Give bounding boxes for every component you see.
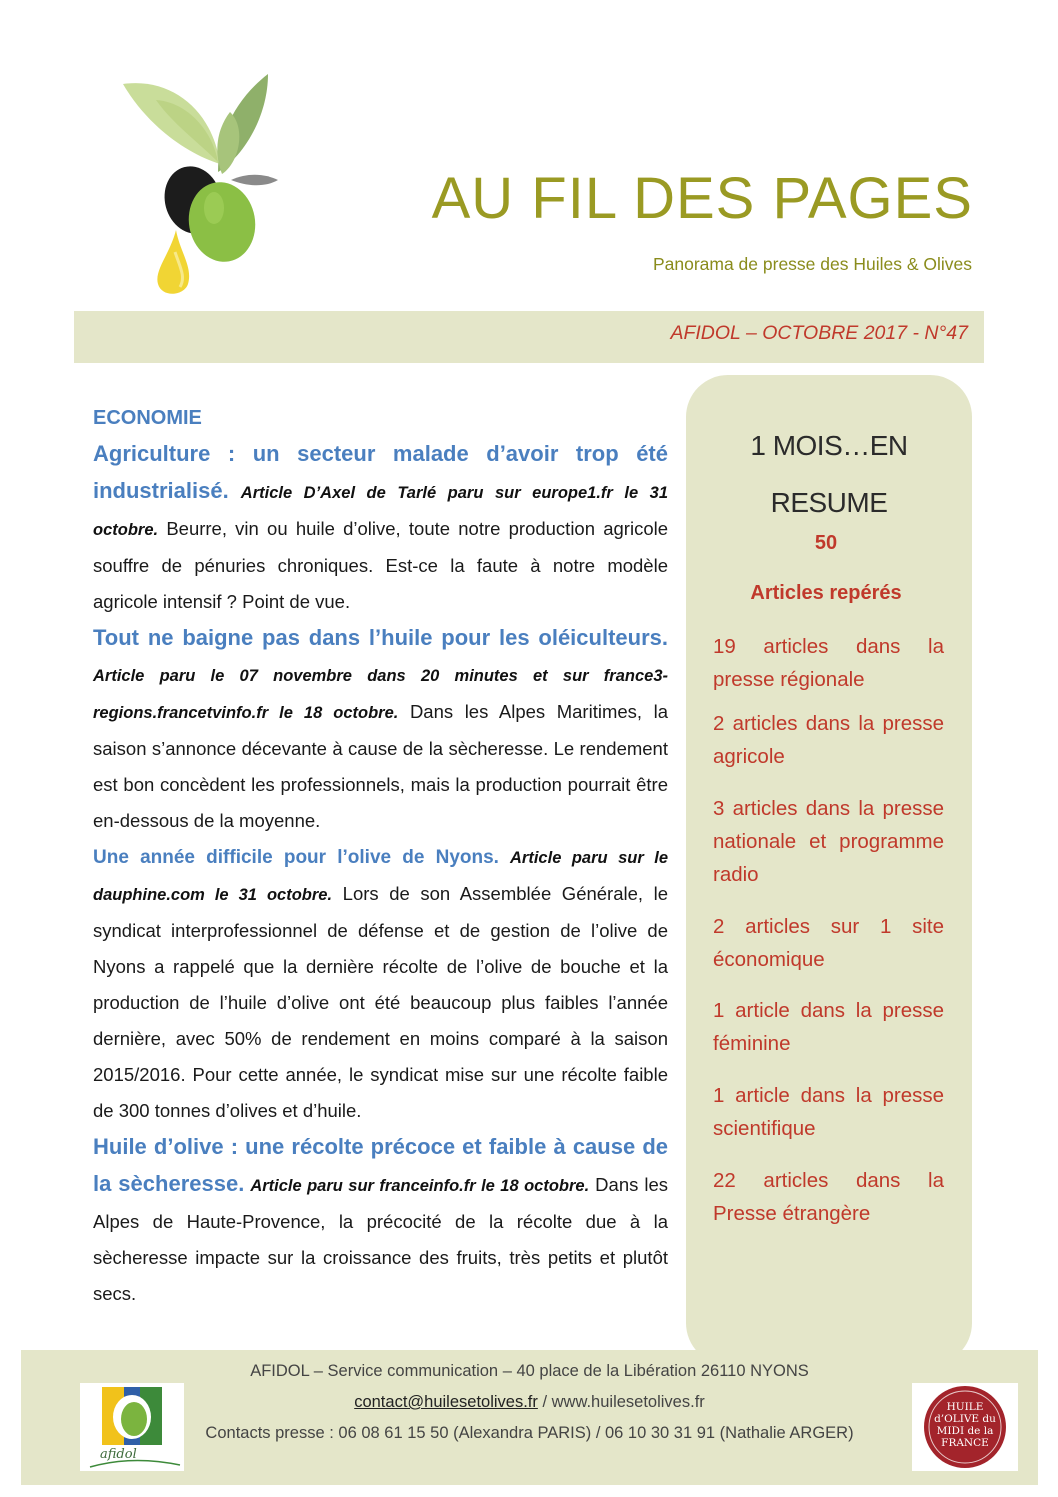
midi-france-logo	[912, 1383, 1018, 1471]
article-source: Article D’Axel de Tarlé paru sur europe1.fr le 31 octobre.	[93, 484, 668, 539]
summary-title	[686, 417, 972, 531]
section-heading: ECONOMIE	[93, 407, 202, 429]
articles-count-label: Articles repérés	[750, 582, 902, 604]
summary-title-line: RESUME	[770, 487, 888, 518]
stat-item: 19 articles dans la presse régionale	[713, 635, 944, 691]
issue-band	[74, 311, 984, 363]
footer-press-contacts: Contacts presse : 06 08 61 15 50 (Alexandra PARIS) / 06 10 30 31 91 (Nathalie ARGER)	[205, 1424, 854, 1442]
newsletter-subtitle: Panorama de presse des Huiles & Olives	[652, 254, 972, 274]
article-source: Article paru sur franceinfo.fr le 18 octobre.	[250, 1177, 590, 1195]
article-item	[93, 436, 668, 620]
article-headline: Tout ne baigne pas dans l’huile pour les oléiculteurs.	[93, 625, 668, 650]
article-body: Dans les Alpes de Haute-Provence, la précocité de la récolte due à la sècheresse impacte sur la croissance des fruits, très petits et plutôt secs.	[93, 1174, 668, 1304]
articles-count: 50	[814, 532, 838, 554]
afidol-logo-text: afidol	[100, 1447, 137, 1462]
summary-title-line: 1 MOIS…EN	[750, 430, 908, 461]
article-headline: Agriculture : un secteur malade d’avoir trop été industrialisé.	[93, 441, 668, 503]
article-body: Dans les Alpes Maritimes, la saison s’annonce décevante à cause de la sècheresse. Le rendement est bon concèdent les professionnels, mais la production pourrait être en-dessous de la moyenne.	[93, 701, 669, 831]
article-item	[93, 620, 668, 839]
stat-item: 22 articles dans la Presse étrangère	[713, 1169, 944, 1225]
article-item	[93, 839, 668, 1129]
stat-item: 2 articles dans la presse agricole	[713, 712, 944, 768]
article-body: Beurre, vin ou huile d’olive, toute notre production agricole souffre de pénuries chroniques. Est-ce la faute à notre modèle agricole intensif ? Point de vue.	[93, 518, 669, 612]
newsletter-title: AU FIL DES PAGES	[431, 166, 973, 231]
olive-logo-icon	[118, 72, 288, 302]
footer-address: AFIDOL – Service communication – 40 place de la Libération 26110 NYONS	[250, 1362, 809, 1380]
article-source: Article paru le 07 novembre dans 20 minutes et sur france3-regions.francetvinfo.fr le 18 octobre.	[93, 667, 668, 722]
article-headline: Huile d’olive : une récolte précoce et faible à cause de la sècheresse.	[93, 1134, 668, 1196]
email-link[interactable]: contact@huilesetolives.fr	[354, 1393, 538, 1411]
website-text: / www.huilesetolives.fr	[537, 1393, 705, 1411]
summary-panel	[686, 375, 972, 1365]
article-source: Article paru sur le dauphine.com le 31 octobre.	[93, 849, 669, 904]
stat-item: 3 articles dans la presse nationale et programme radio	[713, 797, 944, 886]
midi-logo-text: HUILE d’OLIVE du MIDI de la FRANCE	[934, 1401, 996, 1449]
article-body: Lors de son Assemblée Générale, le syndicat interprofessionnel de défense et de gestion de l’olive de Nyons a rappelé que la dernière récolte de l’olive de bouche et la production de l’huile d’olive ont été beaucoup plus faibles l’année dernière, avec 50% de rendement en moins comparé à la saison 2015/2016. Pour cette année, le syndicat mise sur une récolte faible de 300 tonnes d’olives et d’huile.	[93, 883, 669, 1121]
article-headline: Une année difficile pour l’olive de Nyons.	[93, 847, 499, 868]
articles-column	[93, 400, 668, 1312]
afidol-logo	[80, 1383, 184, 1471]
stat-item: 1 article dans la presse scientifique	[713, 1084, 944, 1140]
stat-item: 1 article dans la presse féminine	[713, 999, 944, 1055]
stat-item: 2 articles sur 1 site économique	[713, 915, 944, 971]
article-item	[93, 1129, 668, 1312]
issue-label: AFIDOL – OCTOBRE 2017 - N°47	[670, 322, 968, 344]
